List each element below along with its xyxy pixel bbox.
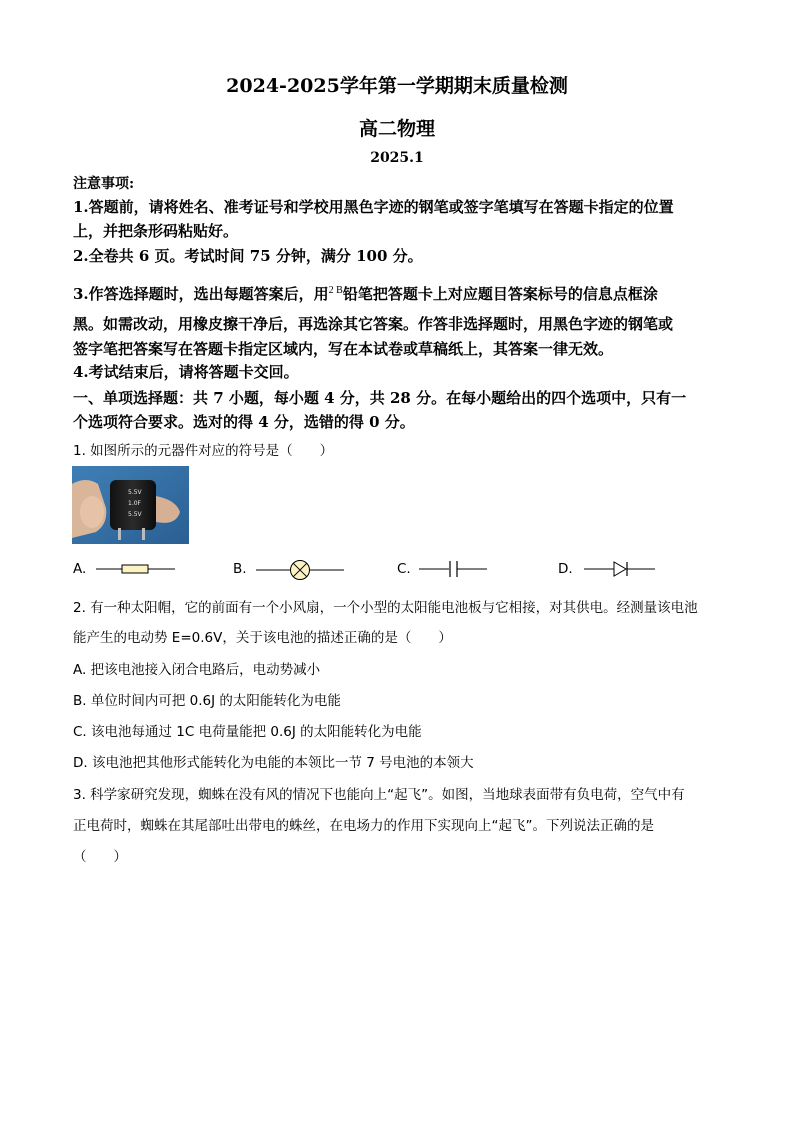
- supercapacitor-photo: [72, 466, 189, 544]
- question-2-stem-line-2: 能产生的电动势 E=0.6V，关于该电池的描述正确的是（ ）: [73, 630, 452, 646]
- question-1-stem: 1. 如图所示的元器件对应的符号是（ ）: [73, 443, 334, 459]
- q2-option-b: B. 单位时间内可把 0.6J 的太阳能转化为电能: [73, 693, 341, 709]
- exam-date: 2025.1: [370, 150, 424, 166]
- q2-option-a: A. 把该电池接入闭合电路后，电动势减小: [73, 662, 321, 678]
- section-1-line-2: 个选项符合要求。选对的得 4 分，选错的得 0 分。: [73, 413, 415, 431]
- question-3-stem-line-2: 正电荷时，蜘蛛在其尾部吐出带电的蛛丝，在电场力的作用下实现向上“起飞”。下列说法正确的是: [73, 818, 654, 834]
- q2-option-d: D. 该电池把其他形式能转化为电能的本领比一节 7 号电池的本领大: [73, 755, 474, 771]
- lamp-symbol-icon: [256, 559, 344, 581]
- capacitor-symbol-icon: [419, 559, 489, 579]
- photo-label-1: 5.5V: [128, 489, 142, 496]
- notice-heading: 注意事项:: [73, 176, 135, 192]
- notice-item-3-line-2: 黑。如需改动，用橡皮擦干净后，再选涂其它答案。作答非选择题时，用黑色字迹的钢笔或: [73, 315, 674, 333]
- notice-item-1-line-1: 1.答题前，请将姓名、准考证号和学校用黑色字迹的钢笔或签字笔填写在答题卡指定的位置: [73, 198, 674, 216]
- q1-option-c-label: C.: [397, 561, 411, 577]
- notice-item-3-line-3: 签字笔把答案写在答题卡指定区域内，写在本试卷或草稿纸上，其答案一律无效。: [73, 340, 614, 358]
- notice-item-3-line-1: [73, 283, 658, 304]
- exam-title: 2024-2025学年第一学期期末质量检测: [226, 75, 568, 97]
- notice-item-4: 4.考试结束后，请将答题卡交回。: [73, 363, 299, 381]
- notice-item-3-post: 铅笔把答题卡上对应题目答案标号的信息点框涂: [342, 285, 658, 303]
- q1-option-b-label: B.: [233, 561, 247, 577]
- diode-symbol-icon: [584, 559, 656, 579]
- notice-item-3-pre: 3.作答选择题时，选出每题答案后，用: [73, 285, 329, 303]
- q2-option-c: C. 该电池每通过 1C 电荷量能把 0.6J 的太阳能转化为电能: [73, 724, 422, 740]
- q1-option-a-label: A.: [73, 561, 87, 577]
- photo-label-3: 5.5V: [128, 511, 142, 518]
- question-2-stem-line-1: 2. 有一种太阳帽，它的前面有一个小风扇，一个小型的太阳能电池板与它相接，对其供电。经测量该电池: [73, 600, 698, 616]
- resistor-symbol-icon: [96, 561, 176, 577]
- section-1-line-1: 一、单项选择题：共 7 小题，每小题 4 分，共 28 分。在每小题给出的四个选项中，只有一: [73, 389, 687, 407]
- question-3-stem-line-1: 3. 科学家研究发现，蜘蛛在没有风的情况下也能向上“起飞”。如图，当地球表面带有负电荷，空气中有: [73, 787, 685, 803]
- subject-title: 高二物理: [358, 118, 435, 140]
- notice-item-2: 2.全卷共 6 页。考试时间 75 分钟，满分 100 分。: [73, 247, 423, 265]
- q1-option-d-label: D.: [558, 561, 573, 577]
- pencil-grade: 2 B: [328, 285, 343, 296]
- notice-item-1-line-2: 上，并把条形码粘贴好。: [73, 222, 239, 240]
- question-3-stem-line-3: （ ）: [73, 849, 127, 865]
- photo-label-2: 1.0F: [128, 500, 141, 507]
